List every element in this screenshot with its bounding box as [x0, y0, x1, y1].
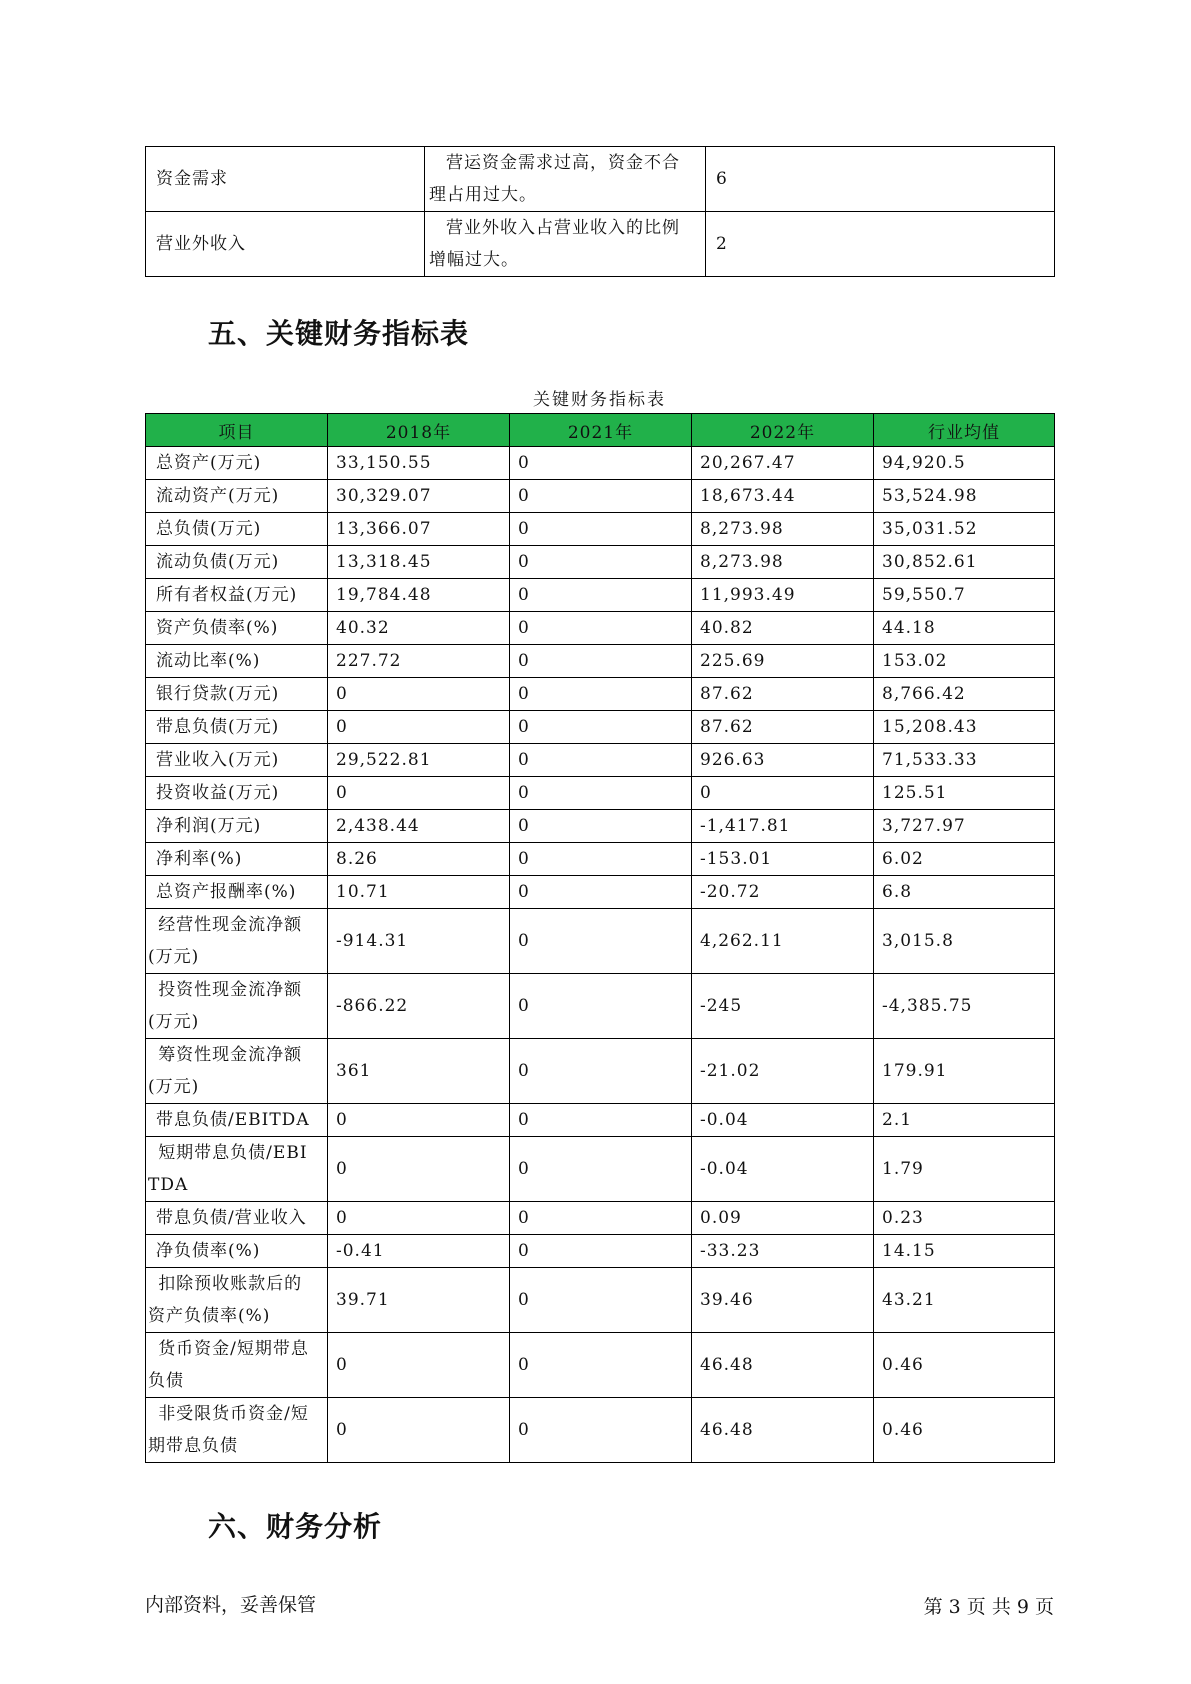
table-cell: 6.02 — [874, 843, 1055, 876]
column-header: 行业均值 — [874, 414, 1055, 447]
column-header: 项目 — [146, 414, 328, 447]
table-cell: 0 — [328, 1202, 510, 1235]
table-row — [146, 974, 1055, 1039]
table-cell: 0 — [328, 1137, 510, 1202]
table-cell: 0 — [510, 447, 692, 480]
table-row — [146, 1137, 1055, 1202]
table-cell: 3,727.97 — [874, 810, 1055, 843]
table-cell: 44.18 — [874, 612, 1055, 645]
table-cell: 46.48 — [692, 1398, 874, 1463]
table-cell: -0.04 — [692, 1104, 874, 1137]
table-row — [146, 1039, 1055, 1104]
table-row — [146, 645, 1055, 678]
table-cell: 0.09 — [692, 1202, 874, 1235]
table-cell: 0 — [510, 1398, 692, 1463]
row-label: 扣除预收账款后的资产负债率(%) — [146, 1268, 328, 1333]
risk-description: 营运资金需求过高，资金不合理占用过大。 — [425, 147, 706, 212]
table-row — [146, 1398, 1055, 1463]
table-cell: 926.63 — [692, 744, 874, 777]
table-row — [146, 777, 1055, 810]
table-body — [146, 447, 1055, 1463]
table-row — [146, 678, 1055, 711]
table-cell: 13,318.45 — [328, 546, 510, 579]
table-cell: 0 — [510, 744, 692, 777]
table-cell: 87.62 — [692, 678, 874, 711]
table-row — [146, 711, 1055, 744]
table-cell: 227.72 — [328, 645, 510, 678]
table-row — [146, 546, 1055, 579]
column-header: 2021年 — [510, 414, 692, 447]
risk-item: 营业外收入 — [146, 212, 425, 277]
row-label: 所有者权益(万元) — [146, 579, 328, 612]
table-cell: 30,852.61 — [874, 546, 1055, 579]
table-cell: 0 — [510, 909, 692, 974]
table-cell: 0.46 — [874, 1333, 1055, 1398]
table-row — [146, 810, 1055, 843]
table-cell: -1,417.81 — [692, 810, 874, 843]
table-cell: 59,550.7 — [874, 579, 1055, 612]
table-cell: 0 — [510, 1333, 692, 1398]
table-cell: 18,673.44 — [692, 480, 874, 513]
row-label: 总资产(万元) — [146, 447, 328, 480]
table-cell: 43.21 — [874, 1268, 1055, 1333]
row-label: 带息负债/营业收入 — [146, 1202, 328, 1235]
financial-indicator-table — [145, 413, 1055, 1463]
table-cell: 0 — [510, 876, 692, 909]
risk-description: 营业外收入占营业收入的比例增幅过大。 — [425, 212, 706, 277]
table-cell: 87.62 — [692, 711, 874, 744]
table-cell: 0 — [510, 777, 692, 810]
row-label: 银行贷款(万元) — [146, 678, 328, 711]
table-row — [146, 843, 1055, 876]
table-cell: -21.02 — [692, 1039, 874, 1104]
table-cell: 11,993.49 — [692, 579, 874, 612]
table-cell: 0 — [510, 612, 692, 645]
table-cell: -33.23 — [692, 1235, 874, 1268]
table-cell: 0.46 — [874, 1398, 1055, 1463]
table-row — [146, 612, 1055, 645]
footer-confidential-note: 内部资料，妥善保管 — [145, 1594, 317, 1616]
table-cell: 6.8 — [874, 876, 1055, 909]
table-cell: -245 — [692, 974, 874, 1039]
table-cell: 0 — [328, 678, 510, 711]
table-cell: 0 — [510, 810, 692, 843]
table-cell: 0 — [510, 1137, 692, 1202]
table-row — [146, 579, 1055, 612]
table-cell: 53,524.98 — [874, 480, 1055, 513]
table-cell: 40.32 — [328, 612, 510, 645]
table-row — [146, 876, 1055, 909]
table-cell: 15,208.43 — [874, 711, 1055, 744]
table-caption: 关键财务指标表 — [533, 390, 666, 410]
row-label: 流动负债(万元) — [146, 546, 328, 579]
row-label: 净利率(%) — [146, 843, 328, 876]
table-cell: 3,015.8 — [874, 909, 1055, 974]
column-header: 2022年 — [692, 414, 874, 447]
table-row — [146, 744, 1055, 777]
row-label: 非受限货币资金/短期带息负债 — [146, 1398, 328, 1463]
section-title: 五、关键财务指标表 — [208, 317, 470, 350]
table-cell: 13,366.07 — [328, 513, 510, 546]
table-cell: 0 — [510, 1104, 692, 1137]
table-cell: 39.71 — [328, 1268, 510, 1333]
row-label: 经营性现金流净额(万元) — [146, 909, 328, 974]
column-header: 2018年 — [328, 414, 510, 447]
row-label: 总负债(万元) — [146, 513, 328, 546]
table-cell: 29,522.81 — [328, 744, 510, 777]
table-cell: -153.01 — [692, 843, 874, 876]
table-cell: 0 — [510, 711, 692, 744]
row-label: 投资性现金流净额(万元) — [146, 974, 328, 1039]
table-cell: 0 — [328, 1398, 510, 1463]
table-cell: 0 — [328, 777, 510, 810]
table-header-row — [146, 414, 1055, 447]
row-label: 带息负债/EBITDA — [146, 1104, 328, 1137]
table-cell: 0 — [510, 1235, 692, 1268]
table-row — [146, 1202, 1055, 1235]
table-cell: 94,920.5 — [874, 447, 1055, 480]
table-cell: -0.04 — [692, 1137, 874, 1202]
table-cell: 30,329.07 — [328, 480, 510, 513]
table-row — [146, 212, 1055, 277]
table-row — [146, 909, 1055, 974]
row-label: 净负债率(%) — [146, 1235, 328, 1268]
table-cell: 39.46 — [692, 1268, 874, 1333]
table-row — [146, 480, 1055, 513]
table-cell: -20.72 — [692, 876, 874, 909]
table-cell: 10.71 — [328, 876, 510, 909]
row-label: 筹资性现金流净额(万元) — [146, 1039, 328, 1104]
row-label: 净利润(万元) — [146, 810, 328, 843]
table-cell: 40.82 — [692, 612, 874, 645]
table-cell: 0 — [510, 645, 692, 678]
table-cell: 0 — [328, 1104, 510, 1137]
table-cell: 0 — [510, 1268, 692, 1333]
table-cell: -866.22 — [328, 974, 510, 1039]
table-cell: 0 — [510, 513, 692, 546]
table-row — [146, 447, 1055, 480]
row-label: 投资收益(万元) — [146, 777, 328, 810]
table-cell: 14.15 — [874, 1235, 1055, 1268]
table-cell: 8,766.42 — [874, 678, 1055, 711]
table-cell: 8,273.98 — [692, 513, 874, 546]
table-cell: -0.41 — [328, 1235, 510, 1268]
table-cell: 8.26 — [328, 843, 510, 876]
row-label: 总资产报酬率(%) — [146, 876, 328, 909]
table-cell: 33,150.55 — [328, 447, 510, 480]
table-cell: 0 — [510, 974, 692, 1039]
table-cell: 0 — [692, 777, 874, 810]
risk-score: 6 — [706, 147, 1055, 212]
risk-score: 2 — [706, 212, 1055, 277]
table-cell: 225.69 — [692, 645, 874, 678]
section-title: 六、财务分析 — [208, 1510, 383, 1543]
table-cell: 0 — [510, 843, 692, 876]
table-cell: 19,784.48 — [328, 579, 510, 612]
row-label: 货币资金/短期带息负债 — [146, 1333, 328, 1398]
table-cell: 0 — [510, 678, 692, 711]
table-cell: 153.02 — [874, 645, 1055, 678]
table-cell: 46.48 — [692, 1333, 874, 1398]
table-row — [146, 513, 1055, 546]
row-label: 流动比率(%) — [146, 645, 328, 678]
row-label: 带息负债(万元) — [146, 711, 328, 744]
row-label: 资产负债率(%) — [146, 612, 328, 645]
table-cell: 0 — [328, 1333, 510, 1398]
table-cell: 0 — [510, 579, 692, 612]
footer-page-number: 第 3 页 共 9 页 — [923, 1596, 1054, 1618]
table-cell: 2.1 — [874, 1104, 1055, 1137]
table-cell: 125.51 — [874, 777, 1055, 810]
table-row — [146, 147, 1055, 212]
table-cell: 4,262.11 — [692, 909, 874, 974]
table-cell: 0 — [510, 546, 692, 579]
table-row — [146, 1235, 1055, 1268]
table-row — [146, 1333, 1055, 1398]
table-cell: 20,267.47 — [692, 447, 874, 480]
table-cell: 361 — [328, 1039, 510, 1104]
risk-indicator-table — [145, 146, 1055, 277]
table-cell: 0 — [328, 711, 510, 744]
row-label: 短期带息负债/EBITDA — [146, 1137, 328, 1202]
table-cell: 8,273.98 — [692, 546, 874, 579]
table-cell: 71,533.33 — [874, 744, 1055, 777]
table-cell: 0 — [510, 1039, 692, 1104]
table-cell: 179.91 — [874, 1039, 1055, 1104]
table-row — [146, 1268, 1055, 1333]
table-cell: -914.31 — [328, 909, 510, 974]
table-cell: 35,031.52 — [874, 513, 1055, 546]
table-cell: 0 — [510, 1202, 692, 1235]
table-row — [146, 1104, 1055, 1137]
table-cell: 0.23 — [874, 1202, 1055, 1235]
table-cell: 0 — [510, 480, 692, 513]
table-cell: 2,438.44 — [328, 810, 510, 843]
table-cell: -4,385.75 — [874, 974, 1055, 1039]
row-label: 营业收入(万元) — [146, 744, 328, 777]
risk-item: 资金需求 — [146, 147, 425, 212]
row-label: 流动资产(万元) — [146, 480, 328, 513]
table-cell: 1.79 — [874, 1137, 1055, 1202]
